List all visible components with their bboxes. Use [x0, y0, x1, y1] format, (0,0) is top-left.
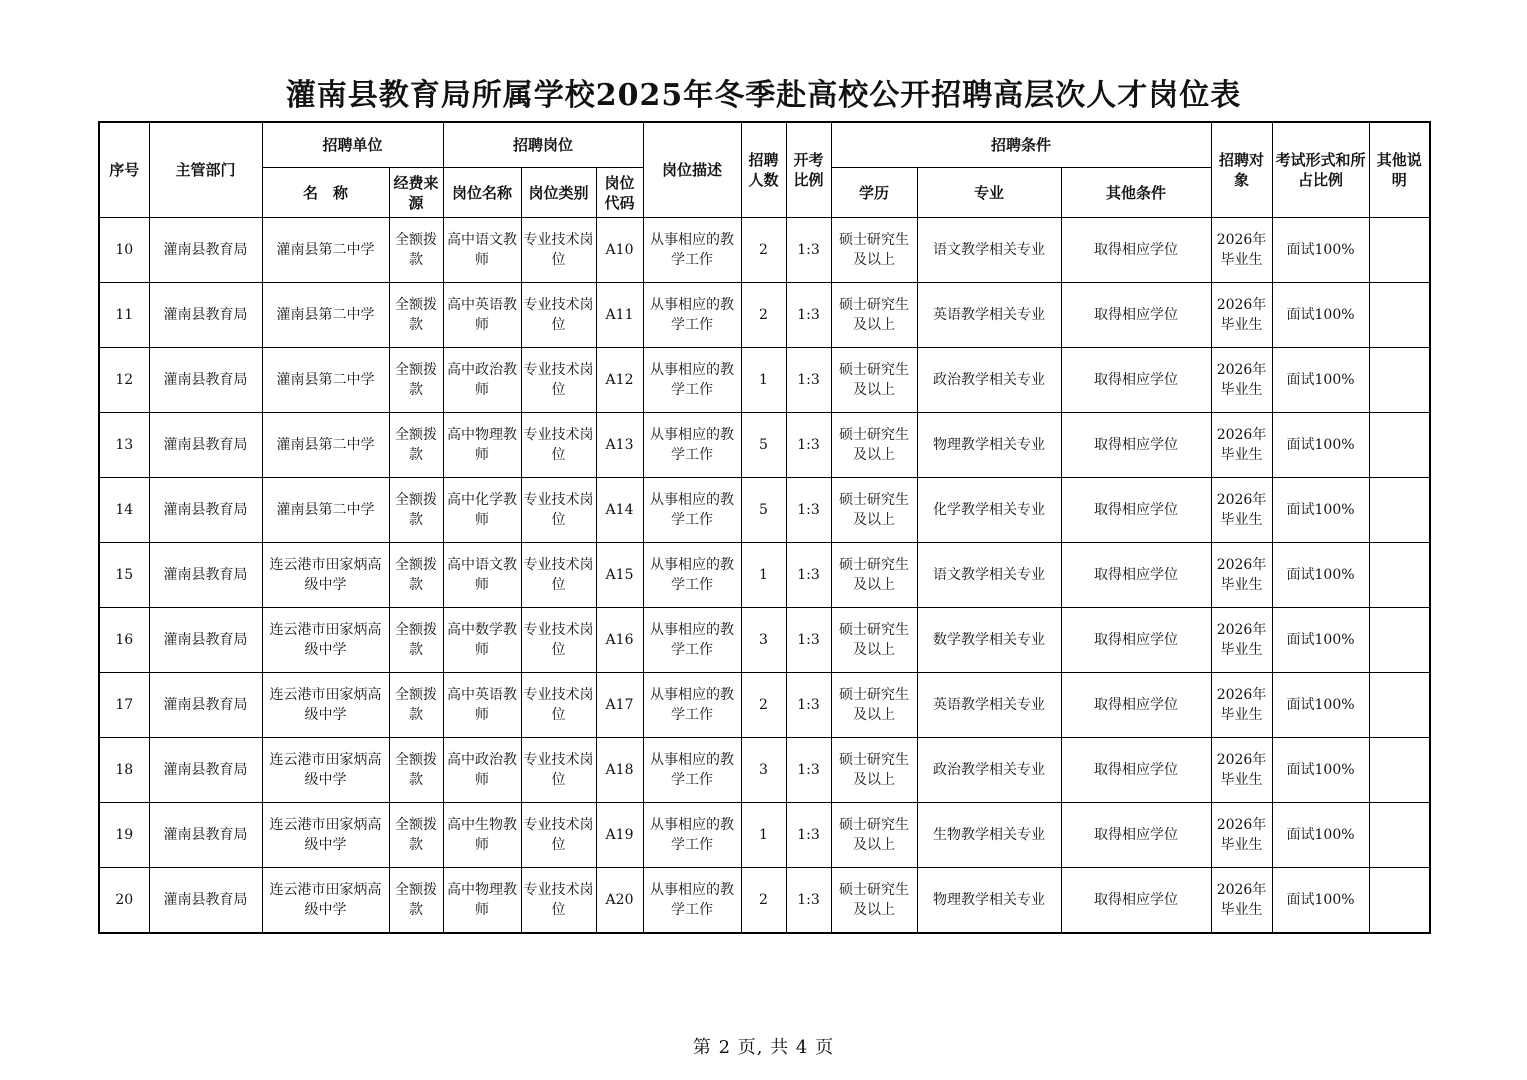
cell-edu: 硕士研究生及以上: [831, 868, 917, 934]
cell-target: 2026年毕业生: [1211, 218, 1272, 283]
cell-edu: 硕士研究生及以上: [831, 348, 917, 413]
cell-other-cond: 取得相应学位: [1061, 283, 1211, 348]
cell-funding: 全额拨款: [389, 218, 443, 283]
cell-target: 2026年毕业生: [1211, 608, 1272, 673]
cell-major: 物理教学相关专业: [917, 413, 1061, 478]
cell-count: 3: [741, 608, 786, 673]
cell-ratio: 1:3: [786, 673, 831, 738]
cell-post-type: 专业技术岗位: [521, 348, 596, 413]
cell-post-name: 高中政治教师: [443, 348, 521, 413]
header-unit-name: 名 称: [262, 168, 389, 218]
cell-remark: [1369, 543, 1430, 608]
cell-other-cond: 取得相应学位: [1061, 543, 1211, 608]
cell-count: 2: [741, 283, 786, 348]
cell-remark: [1369, 868, 1430, 934]
table-row: [99, 738, 1430, 803]
cell-funding: 全额拨款: [389, 543, 443, 608]
cell-count: 1: [741, 348, 786, 413]
cell-unit: 灌南县第二中学: [262, 478, 389, 543]
cell-desc: 从事相应的教学工作: [643, 608, 741, 673]
cell-unit: 灌南县第二中学: [262, 218, 389, 283]
table-row: [99, 673, 1430, 738]
cell-desc: 从事相应的教学工作: [643, 348, 741, 413]
cell-target: 2026年毕业生: [1211, 738, 1272, 803]
cell-major: 生物教学相关专业: [917, 803, 1061, 868]
table-row: [99, 413, 1430, 478]
header-seq: 序号: [99, 122, 149, 218]
cell-exam: 面试100%: [1272, 608, 1369, 673]
cell-exam: 面试100%: [1272, 413, 1369, 478]
cell-post-code: A17: [596, 673, 643, 738]
cell-count: 5: [741, 413, 786, 478]
cell-ratio: 1:3: [786, 348, 831, 413]
cell-post-code: A11: [596, 283, 643, 348]
cell-post-code: A19: [596, 803, 643, 868]
cell-post-code: A10: [596, 218, 643, 283]
cell-seq: 14: [99, 478, 149, 543]
cell-post-name: 高中英语教师: [443, 283, 521, 348]
cell-remark: [1369, 413, 1430, 478]
cell-target: 2026年毕业生: [1211, 543, 1272, 608]
cell-desc: 从事相应的教学工作: [643, 413, 741, 478]
cell-dept: 灌南县教育局: [149, 413, 262, 478]
cell-remark: [1369, 218, 1430, 283]
cell-dept: 灌南县教育局: [149, 608, 262, 673]
cell-count: 1: [741, 543, 786, 608]
cell-post-name: 高中物理教师: [443, 868, 521, 934]
cell-post-type: 专业技术岗位: [521, 543, 596, 608]
cell-exam: 面试100%: [1272, 543, 1369, 608]
cell-post-code: A16: [596, 608, 643, 673]
cell-funding: 全额拨款: [389, 478, 443, 543]
cell-dept: 灌南县教育局: [149, 478, 262, 543]
cell-funding: 全额拨款: [389, 803, 443, 868]
table-row: [99, 348, 1430, 413]
cell-edu: 硕士研究生及以上: [831, 478, 917, 543]
header-exam: 考试形式和所占比例: [1272, 122, 1369, 218]
cell-post-type: 专业技术岗位: [521, 608, 596, 673]
cell-major: 政治教学相关专业: [917, 738, 1061, 803]
cell-dept: 灌南县教育局: [149, 738, 262, 803]
cell-ratio: 1:3: [786, 608, 831, 673]
cell-other-cond: 取得相应学位: [1061, 218, 1211, 283]
cell-edu: 硕士研究生及以上: [831, 543, 917, 608]
cell-desc: 从事相应的教学工作: [643, 283, 741, 348]
header-count: 招聘人数: [741, 122, 786, 218]
cell-dept: 灌南县教育局: [149, 803, 262, 868]
cell-target: 2026年毕业生: [1211, 413, 1272, 478]
cell-edu: 硕士研究生及以上: [831, 283, 917, 348]
cell-unit: 灌南县第二中学: [262, 413, 389, 478]
cell-edu: 硕士研究生及以上: [831, 803, 917, 868]
cell-ratio: 1:3: [786, 868, 831, 934]
header-desc: 岗位描述: [643, 122, 741, 218]
cell-major: 物理教学相关专业: [917, 868, 1061, 934]
cell-ratio: 1:3: [786, 543, 831, 608]
cell-edu: 硕士研究生及以上: [831, 218, 917, 283]
cell-desc: 从事相应的教学工作: [643, 218, 741, 283]
cell-exam: 面试100%: [1272, 478, 1369, 543]
header-other-cond: 其他条件: [1061, 168, 1211, 218]
cell-post-name: 高中英语教师: [443, 673, 521, 738]
cell-post-type: 专业技术岗位: [521, 283, 596, 348]
cell-unit: 连云港市田家炳高级中学: [262, 608, 389, 673]
cell-funding: 全额拨款: [389, 283, 443, 348]
header-post-code: 岗位代码: [596, 168, 643, 218]
cell-major: 语文教学相关专业: [917, 218, 1061, 283]
header-post-name: 岗位名称: [443, 168, 521, 218]
cell-funding: 全额拨款: [389, 738, 443, 803]
cell-post-name: 高中生物教师: [443, 803, 521, 868]
header-ratio: 开考比例: [786, 122, 831, 218]
cell-post-type: 专业技术岗位: [521, 803, 596, 868]
cell-ratio: 1:3: [786, 803, 831, 868]
cell-major: 化学教学相关专业: [917, 478, 1061, 543]
cell-edu: 硕士研究生及以上: [831, 413, 917, 478]
header-post-group: 招聘岗位: [443, 122, 643, 168]
cell-exam: 面试100%: [1272, 868, 1369, 934]
table-row: [99, 803, 1430, 868]
cell-desc: 从事相应的教学工作: [643, 543, 741, 608]
header-cond-group: 招聘条件: [831, 122, 1211, 168]
cell-dept: 灌南县教育局: [149, 348, 262, 413]
cell-desc: 从事相应的教学工作: [643, 673, 741, 738]
header-dept: 主管部门: [149, 122, 262, 218]
cell-count: 3: [741, 738, 786, 803]
table-row: [99, 283, 1430, 348]
table-body: [99, 218, 1430, 934]
cell-major: 语文教学相关专业: [917, 543, 1061, 608]
cell-other-cond: 取得相应学位: [1061, 348, 1211, 413]
cell-seq: 19: [99, 803, 149, 868]
cell-remark: [1369, 803, 1430, 868]
cell-post-code: A18: [596, 738, 643, 803]
cell-funding: 全额拨款: [389, 608, 443, 673]
cell-seq: 10: [99, 218, 149, 283]
cell-dept: 灌南县教育局: [149, 543, 262, 608]
cell-seq: 15: [99, 543, 149, 608]
cell-count: 1: [741, 803, 786, 868]
page-title: 灌南县教育局所属学校2025年冬季赴高校公开招聘高层次人才岗位表: [285, 78, 1242, 113]
table-row: [99, 478, 1430, 543]
cell-other-cond: 取得相应学位: [1061, 478, 1211, 543]
cell-remark: [1369, 673, 1430, 738]
cell-dept: 灌南县教育局: [149, 673, 262, 738]
cell-count: 2: [741, 868, 786, 934]
cell-target: 2026年毕业生: [1211, 348, 1272, 413]
cell-dept: 灌南县教育局: [149, 868, 262, 934]
cell-other-cond: 取得相应学位: [1061, 673, 1211, 738]
cell-dept: 灌南县教育局: [149, 283, 262, 348]
cell-post-name: 高中物理教师: [443, 413, 521, 478]
cell-unit: 连云港市田家炳高级中学: [262, 543, 389, 608]
cell-funding: 全额拨款: [389, 673, 443, 738]
cell-other-cond: 取得相应学位: [1061, 608, 1211, 673]
cell-exam: 面试100%: [1272, 673, 1369, 738]
cell-seq: 18: [99, 738, 149, 803]
cell-post-code: A12: [596, 348, 643, 413]
cell-desc: 从事相应的教学工作: [643, 868, 741, 934]
cell-exam: 面试100%: [1272, 348, 1369, 413]
cell-remark: [1369, 738, 1430, 803]
cell-target: 2026年毕业生: [1211, 803, 1272, 868]
header-post-type: 岗位类别: [521, 168, 596, 218]
header-funding: 经费来源: [389, 168, 443, 218]
cell-count: 5: [741, 478, 786, 543]
cell-major: 英语教学相关专业: [917, 673, 1061, 738]
cell-unit: 连云港市田家炳高级中学: [262, 803, 389, 868]
cell-remark: [1369, 283, 1430, 348]
cell-target: 2026年毕业生: [1211, 868, 1272, 934]
cell-ratio: 1:3: [786, 218, 831, 283]
table-row: [99, 218, 1430, 283]
cell-post-code: A14: [596, 478, 643, 543]
cell-exam: 面试100%: [1272, 283, 1369, 348]
cell-seq: 16: [99, 608, 149, 673]
table-row: [99, 868, 1430, 934]
cell-edu: 硕士研究生及以上: [831, 673, 917, 738]
cell-exam: 面试100%: [1272, 738, 1369, 803]
cell-unit: 灌南县第二中学: [262, 348, 389, 413]
cell-unit: 连云港市田家炳高级中学: [262, 868, 389, 934]
cell-post-type: 专业技术岗位: [521, 868, 596, 934]
cell-unit: 灌南县第二中学: [262, 283, 389, 348]
recruitment-table: [98, 121, 1431, 934]
cell-major: 政治教学相关专业: [917, 348, 1061, 413]
cell-other-cond: 取得相应学位: [1061, 803, 1211, 868]
cell-seq: 11: [99, 283, 149, 348]
cell-post-name: 高中化学教师: [443, 478, 521, 543]
cell-remark: [1369, 478, 1430, 543]
cell-other-cond: 取得相应学位: [1061, 738, 1211, 803]
cell-ratio: 1:3: [786, 738, 831, 803]
cell-ratio: 1:3: [786, 478, 831, 543]
cell-desc: 从事相应的教学工作: [643, 478, 741, 543]
cell-post-type: 专业技术岗位: [521, 673, 596, 738]
cell-post-code: A13: [596, 413, 643, 478]
cell-post-name: 高中政治教师: [443, 738, 521, 803]
cell-exam: 面试100%: [1272, 803, 1369, 868]
cell-ratio: 1:3: [786, 413, 831, 478]
cell-post-name: 高中语文教师: [443, 218, 521, 283]
cell-other-cond: 取得相应学位: [1061, 413, 1211, 478]
cell-post-code: A20: [596, 868, 643, 934]
cell-funding: 全额拨款: [389, 348, 443, 413]
cell-ratio: 1:3: [786, 283, 831, 348]
cell-seq: 12: [99, 348, 149, 413]
cell-count: 2: [741, 673, 786, 738]
header-remarks: 其他说明: [1369, 122, 1430, 218]
cell-post-type: 专业技术岗位: [521, 218, 596, 283]
cell-count: 2: [741, 218, 786, 283]
header-unit-group: 招聘单位: [262, 122, 443, 168]
cell-seq: 13: [99, 413, 149, 478]
cell-remark: [1369, 348, 1430, 413]
cell-post-type: 专业技术岗位: [521, 413, 596, 478]
cell-post-type: 专业技术岗位: [521, 478, 596, 543]
cell-post-code: A15: [596, 543, 643, 608]
table-row: [99, 608, 1430, 673]
cell-edu: 硕士研究生及以上: [831, 738, 917, 803]
cell-target: 2026年毕业生: [1211, 673, 1272, 738]
cell-post-type: 专业技术岗位: [521, 738, 596, 803]
header-major: 专业: [917, 168, 1061, 218]
cell-desc: 从事相应的教学工作: [643, 803, 741, 868]
cell-target: 2026年毕业生: [1211, 283, 1272, 348]
cell-post-name: 高中数学教师: [443, 608, 521, 673]
header-target: 招聘对象: [1211, 122, 1272, 218]
cell-unit: 连云港市田家炳高级中学: [262, 738, 389, 803]
header-row-top: [99, 122, 1430, 168]
cell-remark: [1369, 608, 1430, 673]
cell-target: 2026年毕业生: [1211, 478, 1272, 543]
cell-exam: 面试100%: [1272, 218, 1369, 283]
page-footer: 第 2 页, 共 4 页: [692, 1037, 835, 1058]
cell-dept: 灌南县教育局: [149, 218, 262, 283]
cell-post-name: 高中语文教师: [443, 543, 521, 608]
cell-major: 英语教学相关专业: [917, 283, 1061, 348]
cell-other-cond: 取得相应学位: [1061, 868, 1211, 934]
cell-unit: 连云港市田家炳高级中学: [262, 673, 389, 738]
cell-major: 数学教学相关专业: [917, 608, 1061, 673]
cell-funding: 全额拨款: [389, 868, 443, 934]
cell-seq: 17: [99, 673, 149, 738]
cell-funding: 全额拨款: [389, 413, 443, 478]
cell-edu: 硕士研究生及以上: [831, 608, 917, 673]
cell-seq: 20: [99, 868, 149, 934]
cell-desc: 从事相应的教学工作: [643, 738, 741, 803]
table-row: [99, 543, 1430, 608]
header-edu: 学历: [831, 168, 917, 218]
